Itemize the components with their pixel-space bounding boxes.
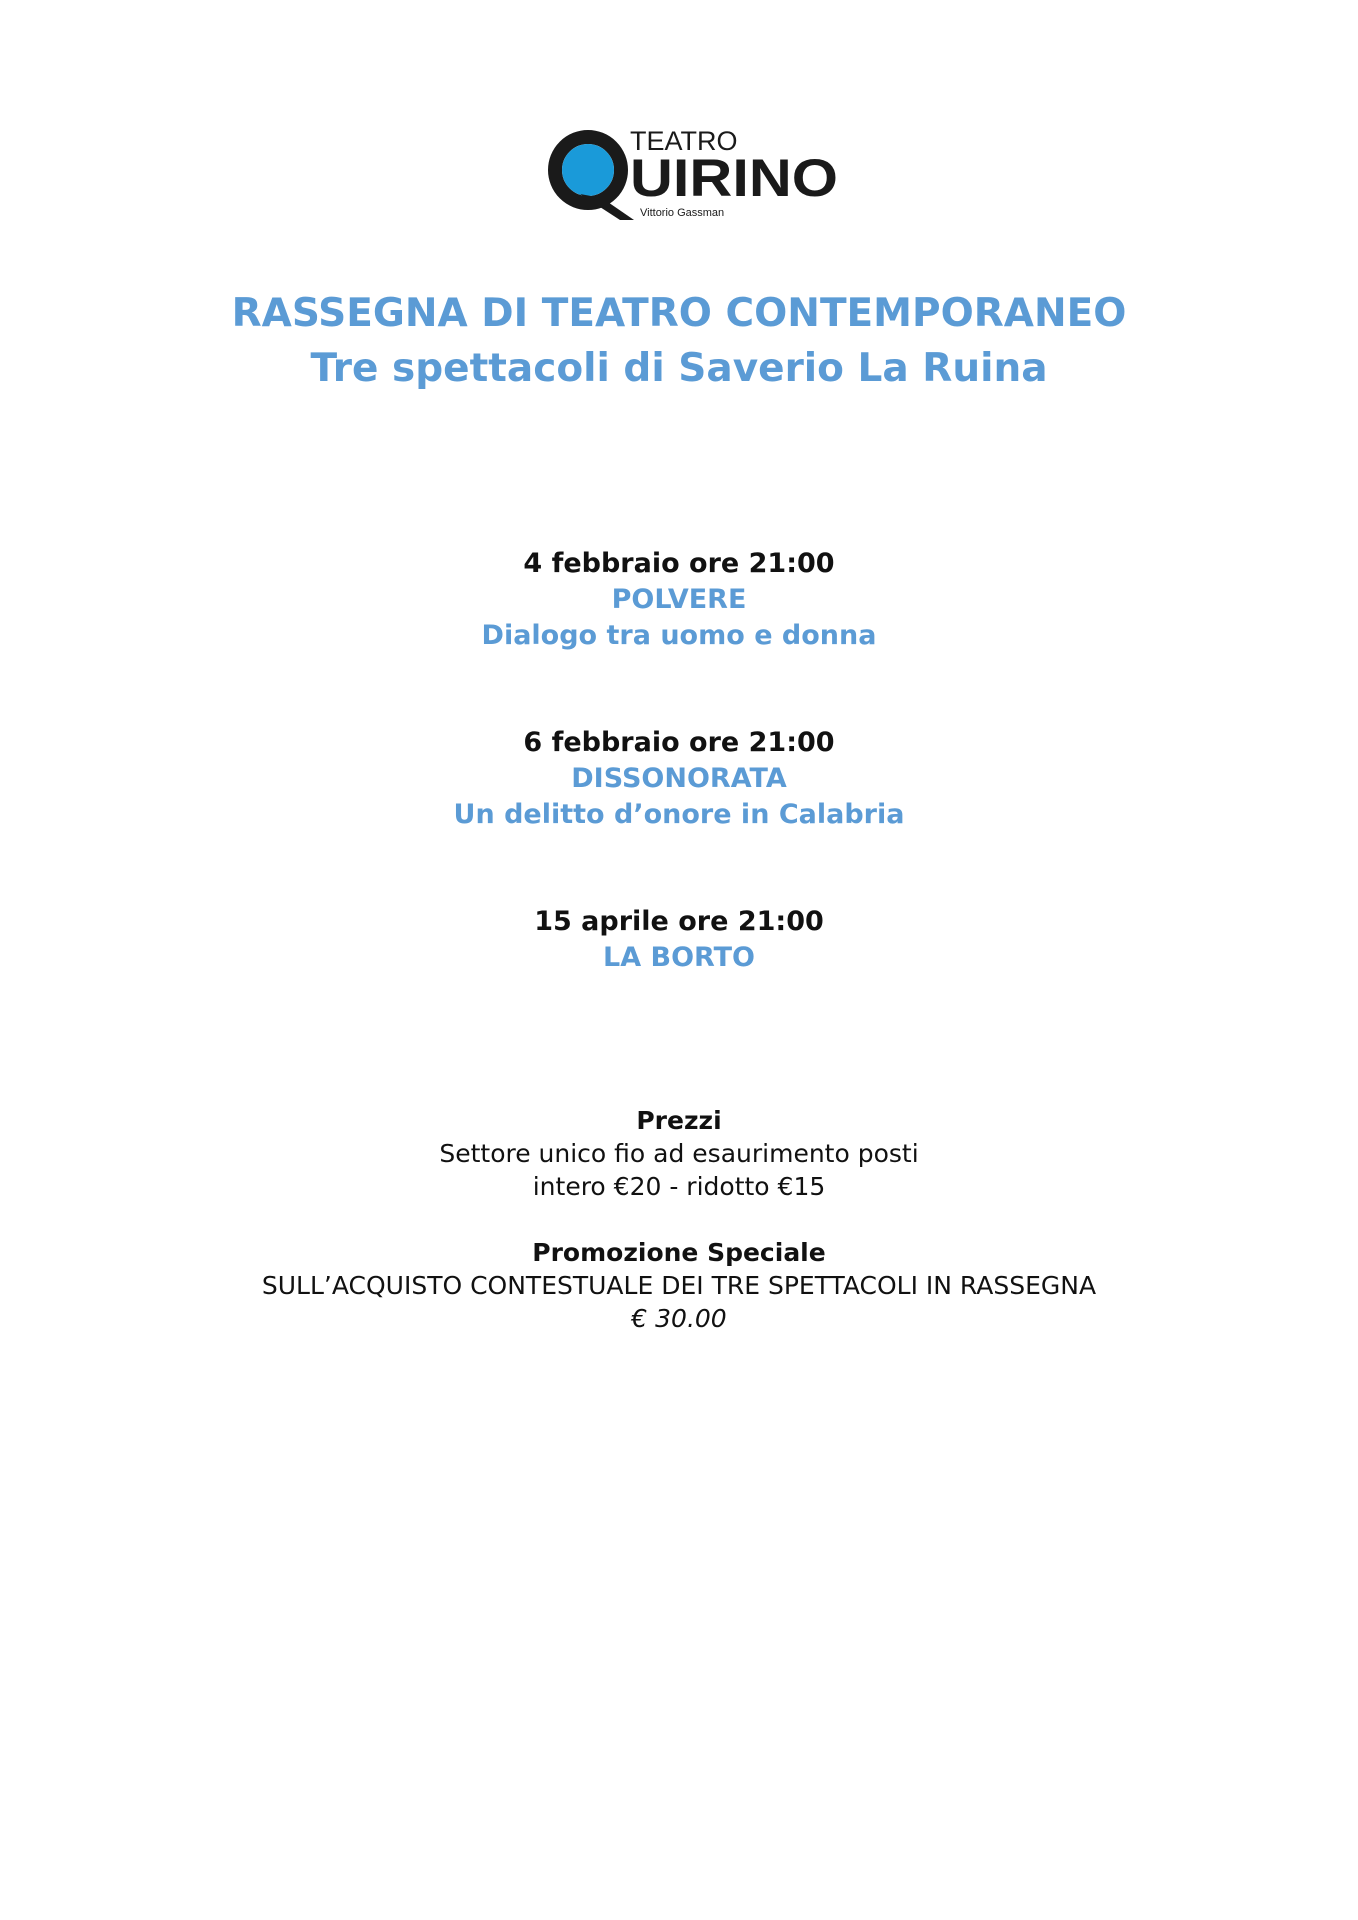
event-item bbox=[0, 725, 1358, 833]
quirino-logo-graphic bbox=[540, 120, 840, 230]
event-date: 6 febbraio ore 21:00 bbox=[523, 727, 835, 758]
prices-line: Settore unico fio ad esaurimento posti bbox=[439, 1139, 919, 1168]
logo-top-word: TEATRO bbox=[630, 126, 738, 156]
page-title: RASSEGNA DI TEATRO CONTEMPORANEO bbox=[231, 291, 1127, 336]
page-header bbox=[0, 286, 1358, 396]
event-name: LA BORTO bbox=[603, 942, 755, 973]
logo-subtitle: Vittorio Gassman bbox=[640, 207, 725, 219]
theatre-logo bbox=[540, 120, 840, 230]
event-date: 15 aprile ore 21:00 bbox=[534, 906, 824, 937]
event-item bbox=[0, 904, 1358, 976]
event-item bbox=[0, 546, 1358, 654]
event-date: 4 febbraio ore 21:00 bbox=[523, 548, 835, 579]
prices-heading: Prezzi bbox=[636, 1106, 722, 1135]
promo-section bbox=[0, 1236, 1358, 1335]
promo-heading: Promozione Speciale bbox=[532, 1238, 826, 1267]
prices-line: intero €20 - ridotto €15 bbox=[532, 1172, 826, 1201]
event-name: DISSONORATA bbox=[571, 763, 787, 794]
logo-main-word: UIRINO bbox=[630, 149, 838, 208]
promo-price: € 30.00 bbox=[631, 1304, 727, 1333]
promo-line: SULL’ACQUISTO CONTESTUALE DEI TRE SPETTACOLI IN RASSEGNA bbox=[261, 1271, 1097, 1300]
page-subtitle: Tre spettacoli di Saverio La Ruina bbox=[310, 346, 1048, 391]
event-name: POLVERE bbox=[611, 584, 747, 615]
event-subtitle: Un delitto d’onore in Calabria bbox=[453, 799, 905, 830]
prices-section bbox=[0, 1104, 1358, 1203]
logo-q-fill bbox=[562, 144, 614, 196]
event-subtitle: Dialogo tra uomo e donna bbox=[481, 620, 877, 651]
